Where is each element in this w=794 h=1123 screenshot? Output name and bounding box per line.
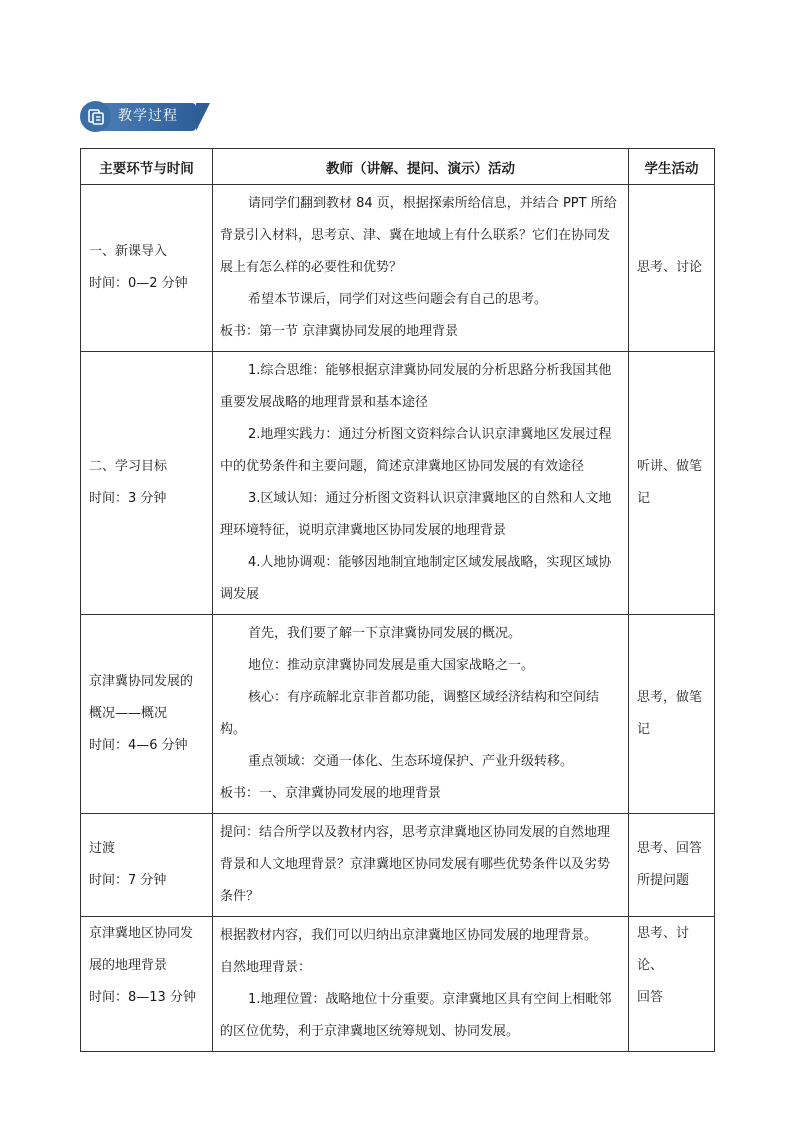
section-title: 教学过程: [118, 108, 178, 124]
student-text: 记: [637, 722, 651, 737]
stage-cell: [81, 917, 213, 1052]
header-student-activity: 学生活动: [629, 149, 715, 185]
student-cell: [629, 352, 715, 615]
stage-text: 二、学习目标: [89, 459, 168, 474]
stage-text: 展的地理背景: [89, 958, 168, 973]
teacher-text: 请同学们翻到教材 84 页，根据探索所给信息，并结合 PPT 所给背景引入材料，思考京、津、冀在地域上有什么联系？它们在协同发展上有怎么样的必要性和优势？: [220, 196, 617, 275]
teacher-text: 希望本节课后，同学们对这些问题会有自己的思考。: [248, 292, 548, 307]
teacher-text: 提问：结合所学以及教材内容，思考京津冀地区协同发展的自然地理背景和人文地理背景？京津冀地区协同发展有哪些优势条件以及劣势条件？: [220, 825, 611, 904]
stage-text: 京津冀地区协同发: [89, 926, 194, 941]
book-icon: [80, 101, 111, 132]
table-header-row: [81, 149, 715, 185]
teacher-text: 重点领域：交通一体化、生态环境保护、产业升级转移。: [248, 754, 574, 769]
teacher-text: 根据教材内容，我们可以归纳出京津冀地区协同发展的地理背景。: [220, 928, 598, 943]
student-cell: [629, 917, 715, 1052]
stage-text: 一、新课导入: [89, 244, 168, 259]
student-text: 记: [637, 491, 651, 506]
teacher-text: 核心：有序疏解北京非首都功能，调整区域经济结构和空间结构。: [220, 690, 600, 737]
header-teacher-activity: 教师（讲解、提问、演示）活动: [213, 149, 629, 185]
stage-cell: [81, 352, 213, 615]
stage-time: 时间：3 分钟: [89, 491, 167, 506]
teacher-cell: [213, 615, 629, 814]
teacher-text: 板书：一、京津冀协同发展的地理背景: [220, 786, 442, 801]
teacher-text: 1.地理位置：战略地位十分重要。京津冀地区具有空间上相毗邻的区位优势，利于京津冀地区统筹规划、协同发展。: [220, 992, 612, 1039]
teacher-cell: [213, 185, 629, 352]
stage-text: 概况——概况: [89, 706, 168, 721]
teacher-text: 1.综合思维：能够根据京津冀协同发展的分析思路分析我国其他重要发展战略的地理背景和基本途径: [220, 363, 612, 410]
teacher-text: 首先，我们要了解一下京津冀协同发展的概况。: [248, 626, 522, 641]
stage-time: 时间：0—2 分钟: [89, 276, 188, 291]
table-row: [81, 917, 715, 1052]
teacher-text: 3.区域认知：通过分析图文资料认识京津冀地区的自然和人文地理环境特征，说明京津冀地区协同发展的地理背景: [220, 491, 612, 538]
stage-time: 时间：7 分钟: [89, 873, 167, 888]
stage-text: 过渡: [89, 841, 116, 856]
teacher-cell: [213, 814, 629, 917]
table-row: [81, 185, 715, 352]
table-row: [81, 352, 715, 615]
stage-text: 京津冀协同发展的: [89, 674, 194, 689]
student-text: 思考、讨论: [637, 260, 703, 275]
teacher-text: 地位：推动京津冀协同发展是重大国家战略之一。: [248, 658, 535, 673]
stage-time: 时间：8—13 分钟: [89, 990, 196, 1005]
header-stage: 主要环节与时间: [81, 149, 213, 185]
student-cell: [629, 185, 715, 352]
stage-cell: [81, 185, 213, 352]
student-cell: [629, 615, 715, 814]
teacher-cell: [213, 352, 629, 615]
teacher-text: 2.地理实践力：通过分析图文资料综合认识京津冀地区发展过程中的优势条件和主要问题，简述京津冀地区协同发展的有效途径: [220, 427, 612, 474]
table-row: [81, 814, 715, 917]
student-text: 回答: [637, 990, 664, 1005]
teacher-text: 4.人地协调观：能够因地制宜地制定区域发展战略，实现区域协调发展: [220, 555, 612, 602]
stage-cell: [81, 814, 213, 917]
teacher-text: 自然地理背景：: [220, 960, 312, 975]
table-row: [81, 615, 715, 814]
stage-cell: [81, 615, 213, 814]
teacher-cell: [213, 917, 629, 1052]
lesson-table: [80, 148, 715, 1052]
student-text: 听讲、做笔: [637, 459, 703, 474]
student-text: 所提问题: [637, 873, 690, 888]
student-text: 思考，做笔: [637, 690, 703, 705]
student-text: 思考、讨论、: [637, 926, 690, 973]
student-text: 思考、回答: [637, 841, 703, 856]
teacher-text: 板书：第一节 京津冀协同发展的地理背景: [220, 324, 459, 339]
student-cell: [629, 814, 715, 917]
stage-time: 时间：4—6 分钟: [89, 738, 188, 753]
